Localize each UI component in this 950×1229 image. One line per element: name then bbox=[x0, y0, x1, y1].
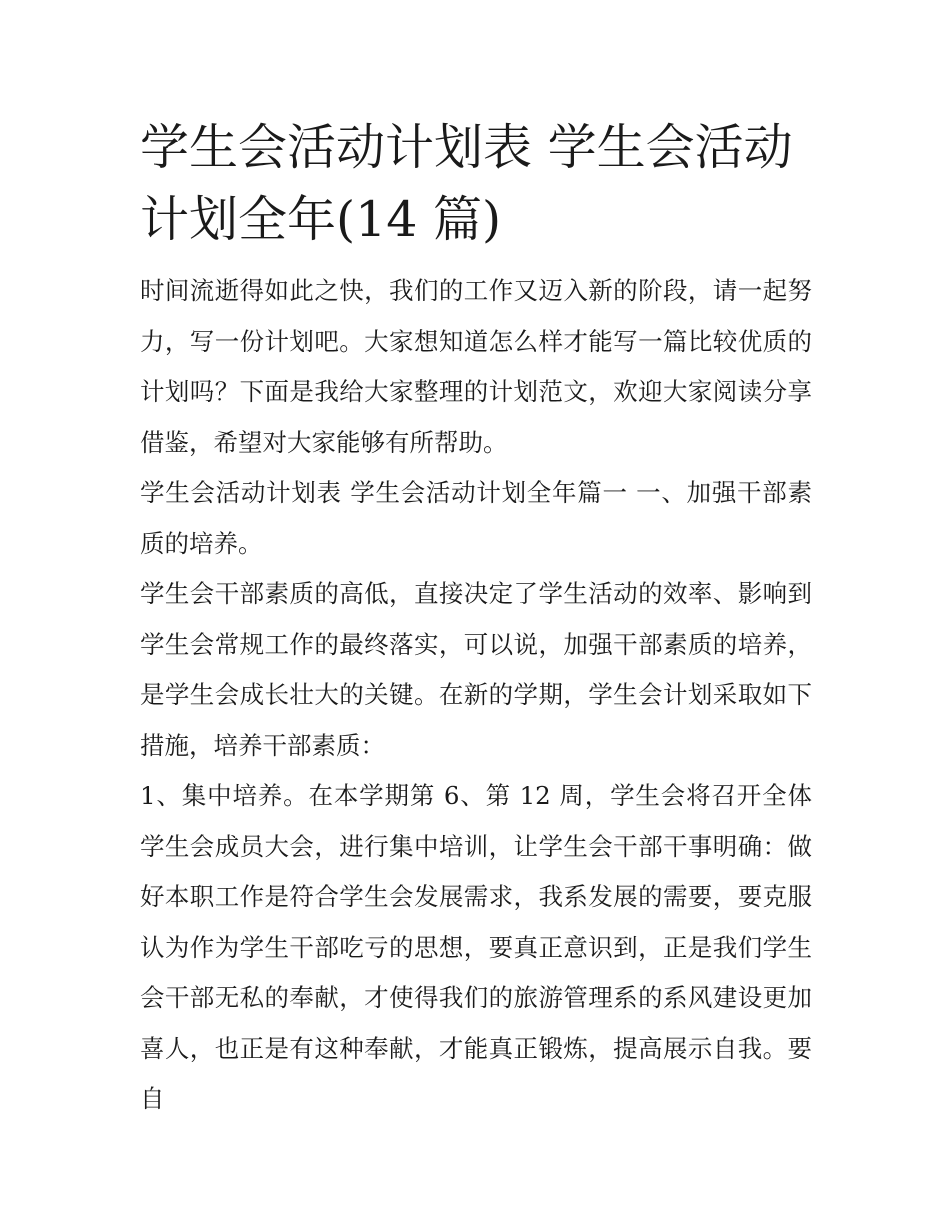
document-page bbox=[140, 112, 812, 1125]
paragraph-section-heading: 学生会活动计划表 学生会活动计划全年篇一 一、加强干部素质的培养。 bbox=[140, 478, 812, 558]
paragraph-intro: 时间流逝得如此之快，我们的工作又迈入新的阶段，请一起努力，写一份计划吧。大家想知道怎么样才能写一篇比较优质的计划吗？下面是我给大家整理的计划范文，欢迎大家阅读分享借鉴，希望对大家能够有所帮助。 bbox=[140, 276, 812, 457]
paragraph-centralized-training: 1、集中培养。在本学期第 6、第 12 周，学生会将召开全体学生会成员大会，进行集中培训，让学生会干部干事明确：做好本职工作是符合学生会发展需求，我系发展的需要，要克服认为作为学生干部吃亏的思想，要真正意识到，正是我们学生会干部无私的奉献，才使得我们的旅游管理系的系风建设更加喜人，也正是有这种奉献，才能真正锻炼，提高展示自我。要自 bbox=[140, 781, 812, 1113]
document-title: 学生会活动计划表 学生会活动计划全年(14 篇) bbox=[140, 119, 793, 248]
paragraph-cadre-quality: 学生会干部素质的高低，直接决定了学生活动的效率、影响到学生会常规工作的最终落实，可以说，加强干部素质的培养，是学生会成长壮大的关键。在新的学期，学生会计划采取如下措施，培养干部素质： bbox=[140, 579, 812, 760]
